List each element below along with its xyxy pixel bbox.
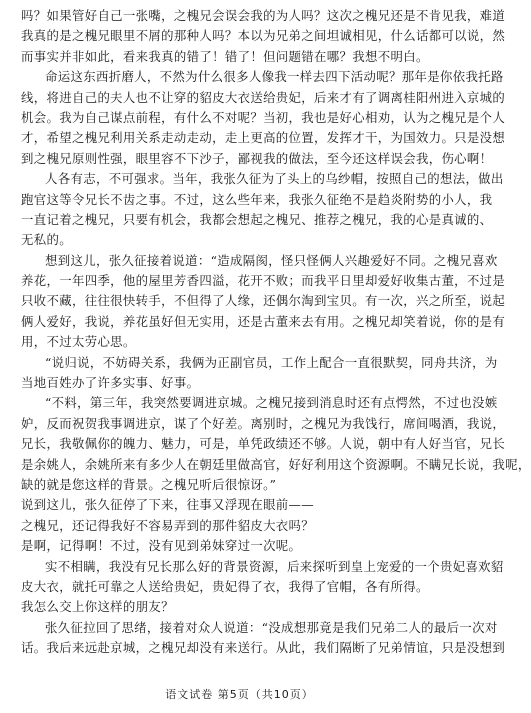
text-line: “不料，第三年，我突然要调进京城。之槐兄接到消息时还有点愕然，不过也没嫉 bbox=[45, 395, 498, 411]
page-footer: 语文试卷 第5页（共10页） bbox=[165, 688, 314, 701]
text-line: 当地百姓办了许多实事、好事。 bbox=[21, 375, 200, 391]
text-line: 是余姚人，余姚所来有多少人在朝廷里做高官，好好利用这个资源啊。不瞒兄长说，我呢， bbox=[21, 456, 531, 472]
text-line: 妒，反而祝贺我事调进京，谋了个好差。离别时，之槐兄为我饯行，席间喝酒，我说， bbox=[21, 415, 506, 431]
text-line: 缺的就是您这样的背景。之槐兄听后很惊讶。” bbox=[21, 476, 277, 492]
text-line: 我怎么交上你这样的朋友？ bbox=[21, 599, 174, 615]
text-line: 兄长，我敬佩你的魄力、魅力，可是，单凭政绩还不够。人说，朝中有人好当官，兄长 bbox=[21, 436, 506, 452]
text-line: 一直记着之槐兄，只要有机会，我都会想起之槐兄、推荐之槐兄，我的心是真诚的、 bbox=[21, 211, 493, 227]
text-line: 到之槐兄原则性强，眼里容不下沙子，鄙视我的做法，至今还这样误会我，伤心啊！ bbox=[21, 150, 493, 166]
text-line: 张久征拉回了思绪，接着对众人说道：“没成想那竟是我们兄弟二人的最后一次对 bbox=[45, 619, 498, 635]
text-line: 之槐兄，还记得我好不容易弄到的那件貂皮大衣吗？ bbox=[21, 517, 315, 533]
text-line: 机会。我为自己谋点前程，有什么不对呢？当初，我也是好心相劝，认为之槐兄是个人 bbox=[21, 109, 506, 125]
body-text bbox=[21, 6, 531, 659]
text-line: 线，将进自己的夫人也不让穿的貂皮大衣送给贵妃，后来才有了调离桂阳州进入京城的 bbox=[21, 89, 506, 105]
text-line: 人各有志，不可强求。当年，我张久征为了头上的乌纱帽，按照自己的想法，做出 bbox=[45, 171, 504, 187]
text-line: 想到这儿，张久征接着说道：“造成隔阂，怪只怪俩人兴趣爱好不同。之槐兄喜欢 bbox=[45, 252, 498, 268]
text-line: 话。我后来远赴京城，之槐兄却没有来送行。从此，我们隔断了兄弟情谊，只是没想到 bbox=[21, 640, 506, 656]
text-line: 而事实并非如此，看来我真的错了！错了！但问题错在哪？我想不明白。 bbox=[21, 48, 429, 64]
text-line: 才，希望之槐兄利用关系走动走动，走上更高的位置，发挥才干，为国效力。只是没想 bbox=[21, 130, 506, 146]
text-line: “说归说，不妨碍关系，我俩为正副官员，工作上配合一直很默契，同舟共济，为 bbox=[45, 354, 498, 370]
text-line: 无私的。 bbox=[21, 232, 72, 248]
text-line: 养花，一年四季，他的屋里芳香四溢，花开不败；而我平日里却爱好收集古董，不过是 bbox=[21, 273, 506, 289]
text-line: 是啊，记得啊！不过，没有见到弟妹穿过一次呢。 bbox=[21, 538, 302, 554]
text-line: 吗？如果管好自己一张嘴，之槐兄会误会我的为人吗？这次之槐兄还是不肯见我，难道 bbox=[21, 8, 506, 23]
text-line: 命运这东西折磨人，不然为什么很多人像我一样去四下活动呢？那年是你依我托路 bbox=[45, 69, 504, 85]
text-line: 我真的是之槐兄眼里不屑的那种人吗？本以为兄弟之间坦诚相见，什么话都可以说，然 bbox=[21, 28, 506, 44]
text-line: 实不相瞒，我没有兄长那么好的背景资源，后来探听到皇上宠爱的一个贵妃喜欢貂 bbox=[45, 558, 504, 574]
text-line: 俩人爱好，我说，养花虽好但无实用，还是古董来去有用。之槐兄却笑着说，你的是有 bbox=[21, 313, 506, 329]
text-line: 皮大衣，就托可靠之人送给贵妃，贵妃得了衣，我得了官帽，各有所得。 bbox=[21, 578, 429, 594]
text-line: 用，不过太劳心思。 bbox=[21, 334, 136, 350]
text-line: 说到这儿，张久征停了下来，往事又浮现在眼前—— bbox=[21, 497, 315, 513]
text-line: 只收不藏，往往很快转手，不但得了人缘，还偶尔淘到宝贝。有一次，兴之所至，说起 bbox=[21, 293, 506, 309]
text-line: 跑官这等令兄长不齿之事。不过，这么些年来，我张久征绝不是趋炎附势的小人，我 bbox=[21, 191, 493, 207]
